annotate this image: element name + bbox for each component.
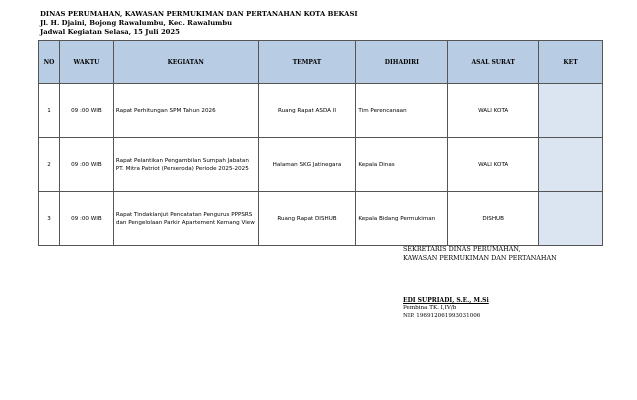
cell-no: 2	[39, 138, 60, 192]
cell-dihadiri: Tim Perencanaan	[356, 84, 448, 138]
agency-address: Jl. H. Djaini, Bojong Rawalumbu, Kec. Rawalumbu	[40, 19, 233, 27]
cell-dihadiri: Kepala Bidang Permukiman	[356, 192, 448, 246]
column-header-no: NO	[39, 41, 60, 84]
cell-waktu: 09 :00 WIB	[59, 84, 113, 138]
cell-tempat: Ruang Rapat ASDA II	[258, 84, 356, 138]
cell-tempat: Ruang Rapat DISHUB	[258, 192, 356, 246]
signatory-title	[403, 245, 557, 263]
column-header-dihadiri: DIHADIRI	[356, 41, 448, 84]
cell-kegiatan: Rapat Pelantikan Pengambilan Sumpah Jabatan PT. Mitra Patriot (Perseroda) Periode 2025-2025	[113, 138, 258, 192]
table-header-row	[39, 41, 603, 84]
cell-dihadiri: Kepala Dinas	[356, 138, 448, 192]
table-row	[39, 192, 603, 246]
signatory-rank: Pembina TK. I,IV/b	[403, 305, 457, 311]
column-header-waktu: WAKTU	[59, 41, 113, 84]
signatory-nip: NIP. 196912061993031006	[403, 312, 481, 319]
document-header	[40, 10, 358, 37]
cell-asal-surat: DISHUB	[448, 192, 539, 246]
cell-ket	[539, 84, 603, 138]
cell-no: 3	[39, 192, 60, 246]
cell-waktu: 09 :00 WIB	[59, 192, 113, 246]
signatory-title-line2: KAWASAN PERMUKIMAN DAN PERTANAHAN	[403, 254, 557, 262]
signatory-name: EDI SUPRIADI, S.E., M.Si	[403, 297, 489, 304]
cell-ket	[539, 192, 603, 246]
agency-name: DINAS PERUMAHAN, KAWASAN PERMUKIMAN DAN PERTANAHAN KOTA BEKASI	[40, 10, 358, 18]
column-header-ket: KET	[539, 41, 603, 84]
column-header-asal-surat: ASAL SURAT	[448, 41, 539, 84]
cell-kegiatan: Rapat Perhitungan SPM Tahun 2026	[113, 84, 258, 138]
signatory-title-line1: SEKRETARIS DINAS PERUMAHAN,	[403, 245, 521, 253]
cell-tempat: Halaman SKG Jatinegara	[258, 138, 356, 192]
cell-ket	[539, 138, 603, 192]
cell-asal-surat: WALI KOTA	[448, 138, 539, 192]
cell-no: 1	[39, 84, 60, 138]
table-row	[39, 84, 603, 138]
signature-block	[403, 245, 557, 320]
cell-asal-surat: WALI KOTA	[448, 84, 539, 138]
schedule-date: Jadwal Kegiatan Selasa, 15 Juli 2025	[40, 28, 180, 36]
schedule-table	[38, 40, 603, 246]
cell-waktu: 09 :00 WIB	[59, 138, 113, 192]
table-row	[39, 138, 603, 192]
column-header-kegiatan: KEGIATAN	[113, 41, 258, 84]
column-header-tempat: TEMPAT	[258, 41, 356, 84]
cell-kegiatan: Rapat Tindaklanjut Pencatatan Pengurus PPPSRS dan Pengelolaan Parkir Apartement Kemang View	[113, 192, 258, 246]
